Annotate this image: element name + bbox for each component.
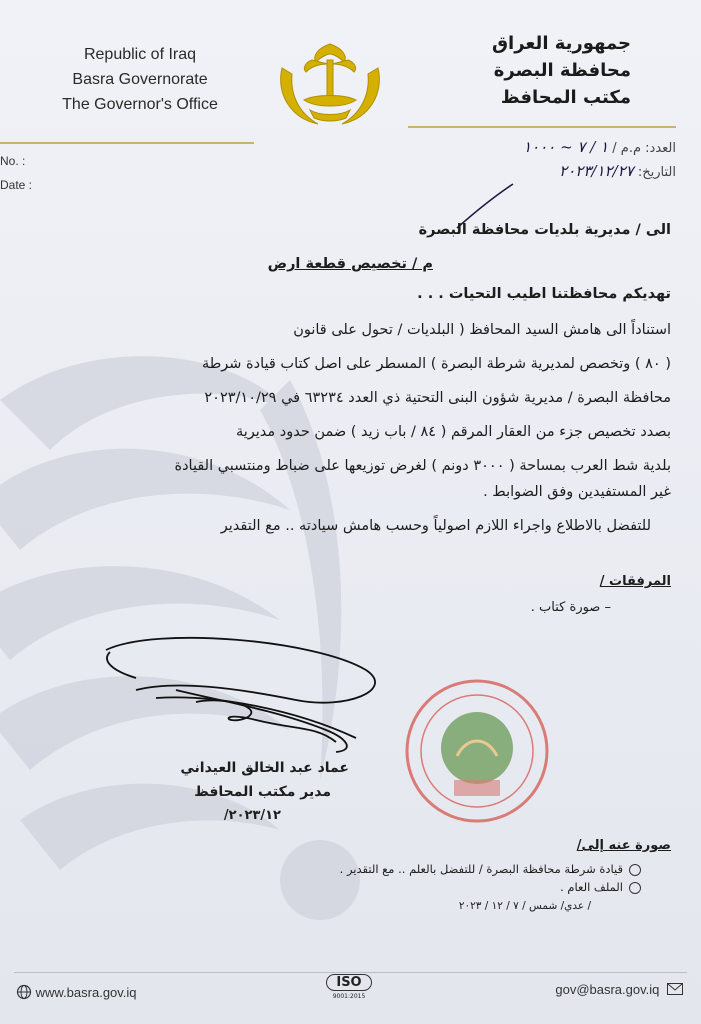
signer-date: ٢٠٢٣/١٢/ <box>223 808 281 823</box>
reference-number-label: العدد: م.م / <box>612 141 676 156</box>
recipient-line: الى / مديرية بلديات محافظة البصرة <box>418 222 671 238</box>
globe-icon <box>16 984 32 1000</box>
letterhead-office: The Governor's Office <box>62 96 218 113</box>
reference-date-value: ٢٠٢٣/١٢/٢٧ <box>559 162 634 180</box>
iso-code: 9001:2015 <box>332 993 366 1000</box>
basra-emblem-icon <box>272 38 388 130</box>
footer-divider <box>14 972 687 973</box>
website-link[interactable] <box>16 984 137 1000</box>
body-line-5: بلدية شط العرب بمساحة ( ٣٠٠٠ دونم ) لغرض توزيعها على ضباط ومنتسبي القيادة <box>174 458 671 474</box>
copy-item-2 <box>560 880 641 894</box>
reference-date-label: التاريخ: <box>637 165 676 180</box>
attachments-label: المرفقات / <box>599 574 671 589</box>
signer-name: عماد عبد الخالق العيداني <box>180 760 349 776</box>
letterhead-country-ar: جمهورية العراق <box>491 33 631 54</box>
bullet-icon <box>629 864 641 876</box>
header-rule-right <box>408 126 676 128</box>
copy-item-1 <box>340 862 641 876</box>
iso-label: ISO <box>326 974 372 991</box>
attachment-dash: – <box>600 600 611 615</box>
copy-item-2-text: الملف العام . <box>560 880 623 894</box>
website-text: www.basra.gov.iq <box>35 985 137 1000</box>
email-text: gov@basra.gov.iq <box>555 982 660 997</box>
letterhead-governorate: Basra Governorate <box>72 71 208 88</box>
english-letterhead <box>40 42 240 117</box>
copy-to-label: صورة عنه إلى/ <box>576 838 671 853</box>
reference-date <box>559 162 676 180</box>
body-line-6: غير المستفيدين وفق الضوابط . <box>483 484 671 500</box>
number-label: No. : <box>0 154 26 168</box>
letterhead-governorate-ar: محافظة البصرة <box>493 60 631 81</box>
header-rule-left <box>0 142 254 144</box>
greeting-line: تهديكم محافظتنا اطيب التحيات . . . <box>417 286 671 302</box>
body-line-1: استناداً الى هامش السيد المحافظ ( البلديات / تحول على قانون <box>293 322 671 338</box>
signature-icon <box>96 630 406 780</box>
letter-footer <box>0 960 701 1024</box>
subject-line: م / تخصيص قطعة ارض <box>267 256 433 272</box>
attachment-item-text: صورة كتاب . <box>530 600 601 615</box>
body-line-4: بصدد تخصيص جزء من العقار المرقم ( ٨٤ / باب زيد ) ضمن حدود مديرية <box>235 424 671 440</box>
letterhead-country: Republic of Iraq <box>83 46 197 63</box>
date-label: Date : <box>0 178 33 192</box>
body-line-3: محافظة البصرة / مديرية شؤون البنى التحتية ذي العدد ٦٣٢٣٤ في ٢٠٢٣/١٠/٢٩ <box>204 390 671 406</box>
reference-number-value: ١ / ٧ ~ ١٠٠٠ <box>523 138 609 156</box>
closing-line: للتفضل بالاطلاع واجراء اللازم اصولياً وحسب هامش سيادته .. مع التقدير <box>220 518 651 534</box>
signer-title: مدير مكتب المحافظ <box>194 784 331 800</box>
attachment-item <box>531 600 611 615</box>
official-stamp-icon <box>402 676 552 826</box>
copy-item-1-text: قيادة شرطة محافظة البصرة / للتفضل بالعلم .. مع التقدير . <box>339 862 623 876</box>
iso-badge <box>326 974 372 1000</box>
copy-reference: / عدي/ شمس / ٧ / ١٢ / ٢٠٢٣ <box>458 900 591 912</box>
email-link[interactable] <box>555 982 683 997</box>
body-line-2: ( ٨٠ ) وتخصص لمديرية شرطة البصرة ) المسطر على اصل كتاب قيادة شرطة <box>201 356 671 372</box>
arabic-letterhead <box>431 30 631 111</box>
bullet-icon <box>629 882 641 894</box>
envelope-icon <box>667 983 683 995</box>
letterhead-office-ar: مكتب المحافظ <box>500 87 631 108</box>
reference-number <box>523 138 676 156</box>
